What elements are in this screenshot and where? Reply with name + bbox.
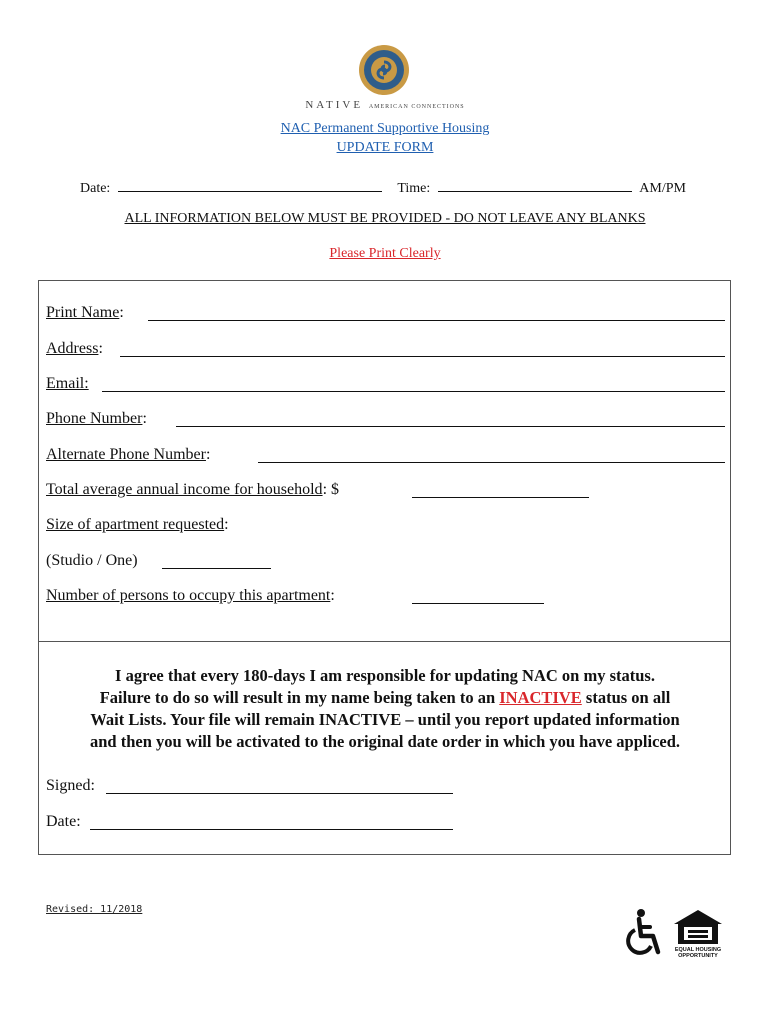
form-subtitle: UPDATE FORM	[336, 140, 434, 155]
address-field[interactable]	[120, 356, 725, 357]
email-label: Email:	[46, 375, 89, 392]
income-field[interactable]	[412, 497, 589, 498]
date-time-row	[80, 177, 686, 197]
nac-logo-icon	[358, 44, 410, 96]
inactive-word: INACTIVE	[499, 688, 582, 707]
wheelchair-accessible-icon	[624, 908, 664, 960]
size-field[interactable]	[162, 568, 271, 569]
agreement-text	[40, 665, 730, 753]
notice-text: ALL INFORMATION BELOW MUST BE PROVIDED - DO NOT LEAVE ANY BLANKS	[124, 211, 646, 226]
sign-date-label: Date:	[46, 813, 81, 830]
date-field[interactable]	[118, 177, 382, 192]
size-options-label: (Studio / One)	[46, 552, 138, 569]
ampm-label: AM/PM	[639, 181, 686, 196]
phone-label: Phone Number:	[46, 410, 147, 427]
phone-field[interactable]	[176, 426, 725, 427]
persons-field[interactable]	[412, 603, 544, 604]
print-name-field[interactable]	[148, 320, 725, 321]
time-field[interactable]	[438, 177, 632, 192]
address-label: Address:	[46, 340, 103, 357]
print-name-label: Print Name:	[46, 304, 124, 321]
agreement-line-4: and then you will be activated to the original date order in which you have appliced.	[89, 732, 681, 751]
email-field[interactable]	[102, 391, 725, 392]
signature-field[interactable]	[106, 793, 453, 794]
date-label: Date:	[80, 181, 111, 196]
eho-text-1: EQUAL HOUSING	[674, 947, 722, 953]
print-clearly-text: Please Print Clearly	[329, 246, 441, 261]
alt-phone-label: Alternate Phone Number:	[46, 446, 211, 463]
form-title: NAC Permanent Supportive Housing	[280, 121, 490, 136]
size-label: Size of apartment requested:	[46, 516, 229, 533]
persons-label: Number of persons to occupy this apartment:	[46, 587, 335, 604]
signed-label: Signed:	[46, 777, 95, 794]
alt-phone-field[interactable]	[258, 462, 725, 463]
agreement-line-1: I agree that every 180-days I am responsible for updating NAC on my status.	[115, 666, 655, 685]
org-name-sub: AMERICAN CONNECTIONS	[368, 104, 465, 110]
agreement-line-3: Wait Lists. Your file will remain INACTIVE – until you report updated information	[90, 710, 680, 729]
agreement-line-2: Failure to do so will result in my name being taken to an INACTIVE status on all	[99, 688, 671, 707]
equal-housing-opportunity-icon	[672, 908, 724, 960]
eho-text-2: OPPORTUNITY	[678, 953, 718, 959]
org-name-main: NATIVE	[305, 99, 364, 111]
time-label: Time:	[397, 181, 431, 196]
org-name	[0, 99, 770, 111]
income-label: Total average annual income for household: $	[46, 481, 340, 498]
revised-date: Revised: 11/2018	[46, 904, 143, 915]
sign-date-field[interactable]	[90, 829, 453, 830]
